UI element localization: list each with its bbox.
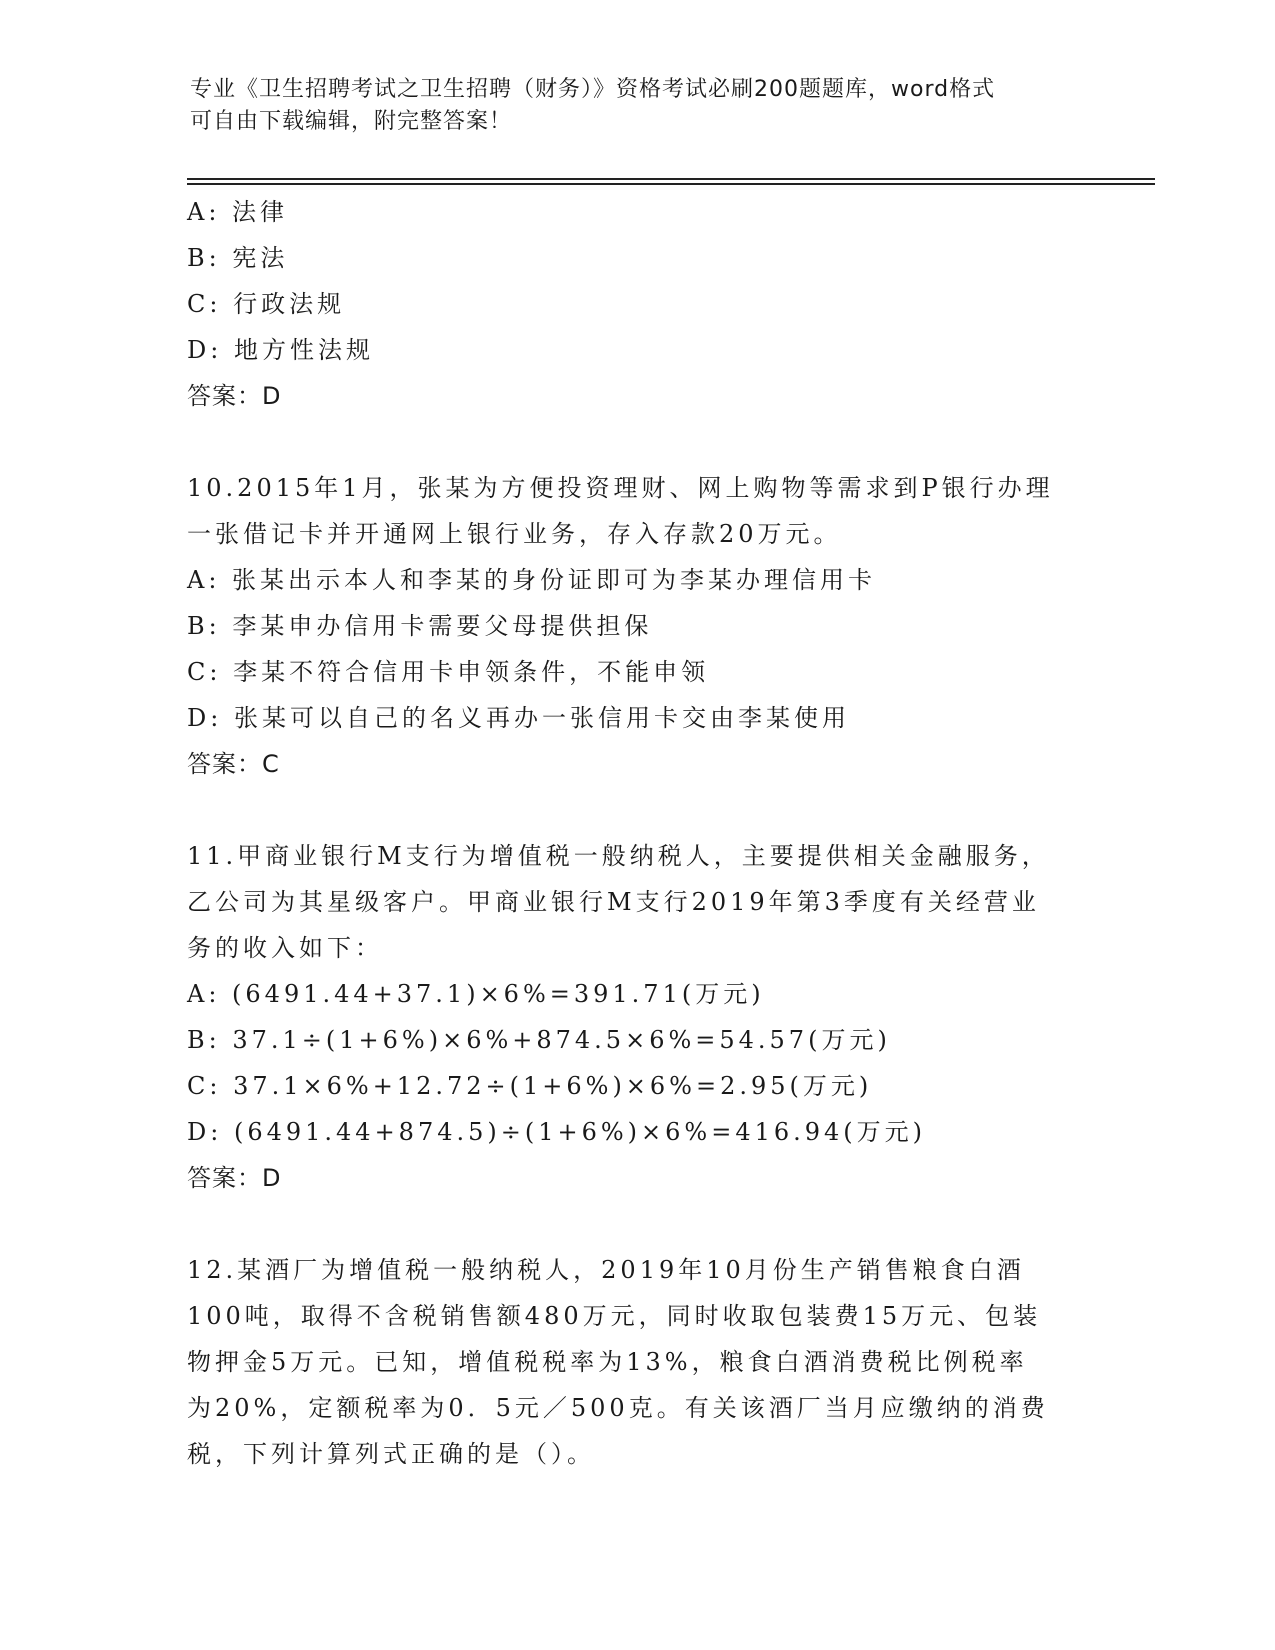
question-12-block	[187, 1247, 1087, 1477]
question-stem-line: 务的收入如下：	[187, 934, 383, 962]
answer-line: 答案：D	[187, 1164, 282, 1192]
document-header	[190, 74, 1090, 138]
question-stem-line: 为20%，定额税率为0．5元／500克。有关该酒厂当月应缴纳的消费	[187, 1394, 1049, 1422]
answer-line: 答案：C	[187, 750, 280, 778]
header-line-1: 专业《卫生招聘考试之卫生招聘（财务）》资格考试必刷200题题库，word格式	[190, 77, 996, 102]
option-c: C: 37.1×6%+12.72÷(1+6%)×6%=2.95(万元)	[187, 1072, 873, 1100]
option-b: B: 宪法	[187, 244, 289, 272]
question-stem-line: 税，下列计算列式正确的是（）。	[187, 1440, 595, 1468]
option-a: A: (6491.44+37.1)×6%=391.71(万元)	[187, 980, 765, 1008]
header-divider-top	[187, 178, 1155, 180]
question-11-block	[187, 833, 1087, 1201]
header-divider-bottom	[187, 183, 1155, 185]
option-a: A: 张某出示本人和李某的身份证即可为李某办理信用卡	[187, 566, 877, 594]
question-9-block	[187, 189, 1087, 419]
question-content	[187, 189, 1087, 1477]
option-b: B: 37.1÷(1+6%)×6%+874.5×6%=54.57(万元)	[187, 1026, 891, 1054]
spacer	[187, 1201, 1087, 1247]
question-stem-line: 乙公司为其星级客户。甲商业银行M支行2019年第3季度有关经营业	[187, 888, 1040, 916]
option-c: C: 行政法规	[187, 290, 346, 318]
question-stem-line: 10.2015年1月，张某为方便投资理财、网上购物等需求到P银行办理	[187, 474, 1054, 502]
spacer	[187, 419, 1087, 465]
question-stem-line: 12.某酒厂为增值税一般纳税人，2019年10月份生产销售粮食白酒	[187, 1256, 1025, 1284]
option-d: D: 张某可以自己的名义再办一张信用卡交由李某使用	[187, 704, 850, 732]
option-d: D: (6491.44+874.5)÷(1+6%)×6%=416.94(万元)	[187, 1118, 927, 1146]
question-stem-line: 物押金5万元。已知，增值税税率为13%，粮食白酒消费税比例税率	[187, 1348, 1028, 1376]
answer-line: 答案：D	[187, 382, 282, 410]
option-a: A: 法律	[187, 198, 289, 226]
question-stem-line: 100吨，取得不含税销售额480万元，同时收取包装费15万元、包装	[187, 1302, 1042, 1330]
option-d: D: 地方性法规	[187, 336, 374, 364]
question-stem-line: 11.甲商业银行M支行为增值税一般纳税人，主要提供相关金融服务，	[187, 842, 1050, 870]
header-line-2: 可自由下载编辑，附完整答案！	[190, 109, 513, 134]
option-c: C: 李某不符合信用卡申领条件，不能申领	[187, 658, 710, 686]
option-b: B: 李某申办信用卡需要父母提供担保	[187, 612, 653, 640]
spacer	[187, 787, 1087, 833]
question-10-block	[187, 465, 1087, 787]
question-stem-line: 一张借记卡并开通网上银行业务，存入存款20万元。	[187, 520, 842, 548]
